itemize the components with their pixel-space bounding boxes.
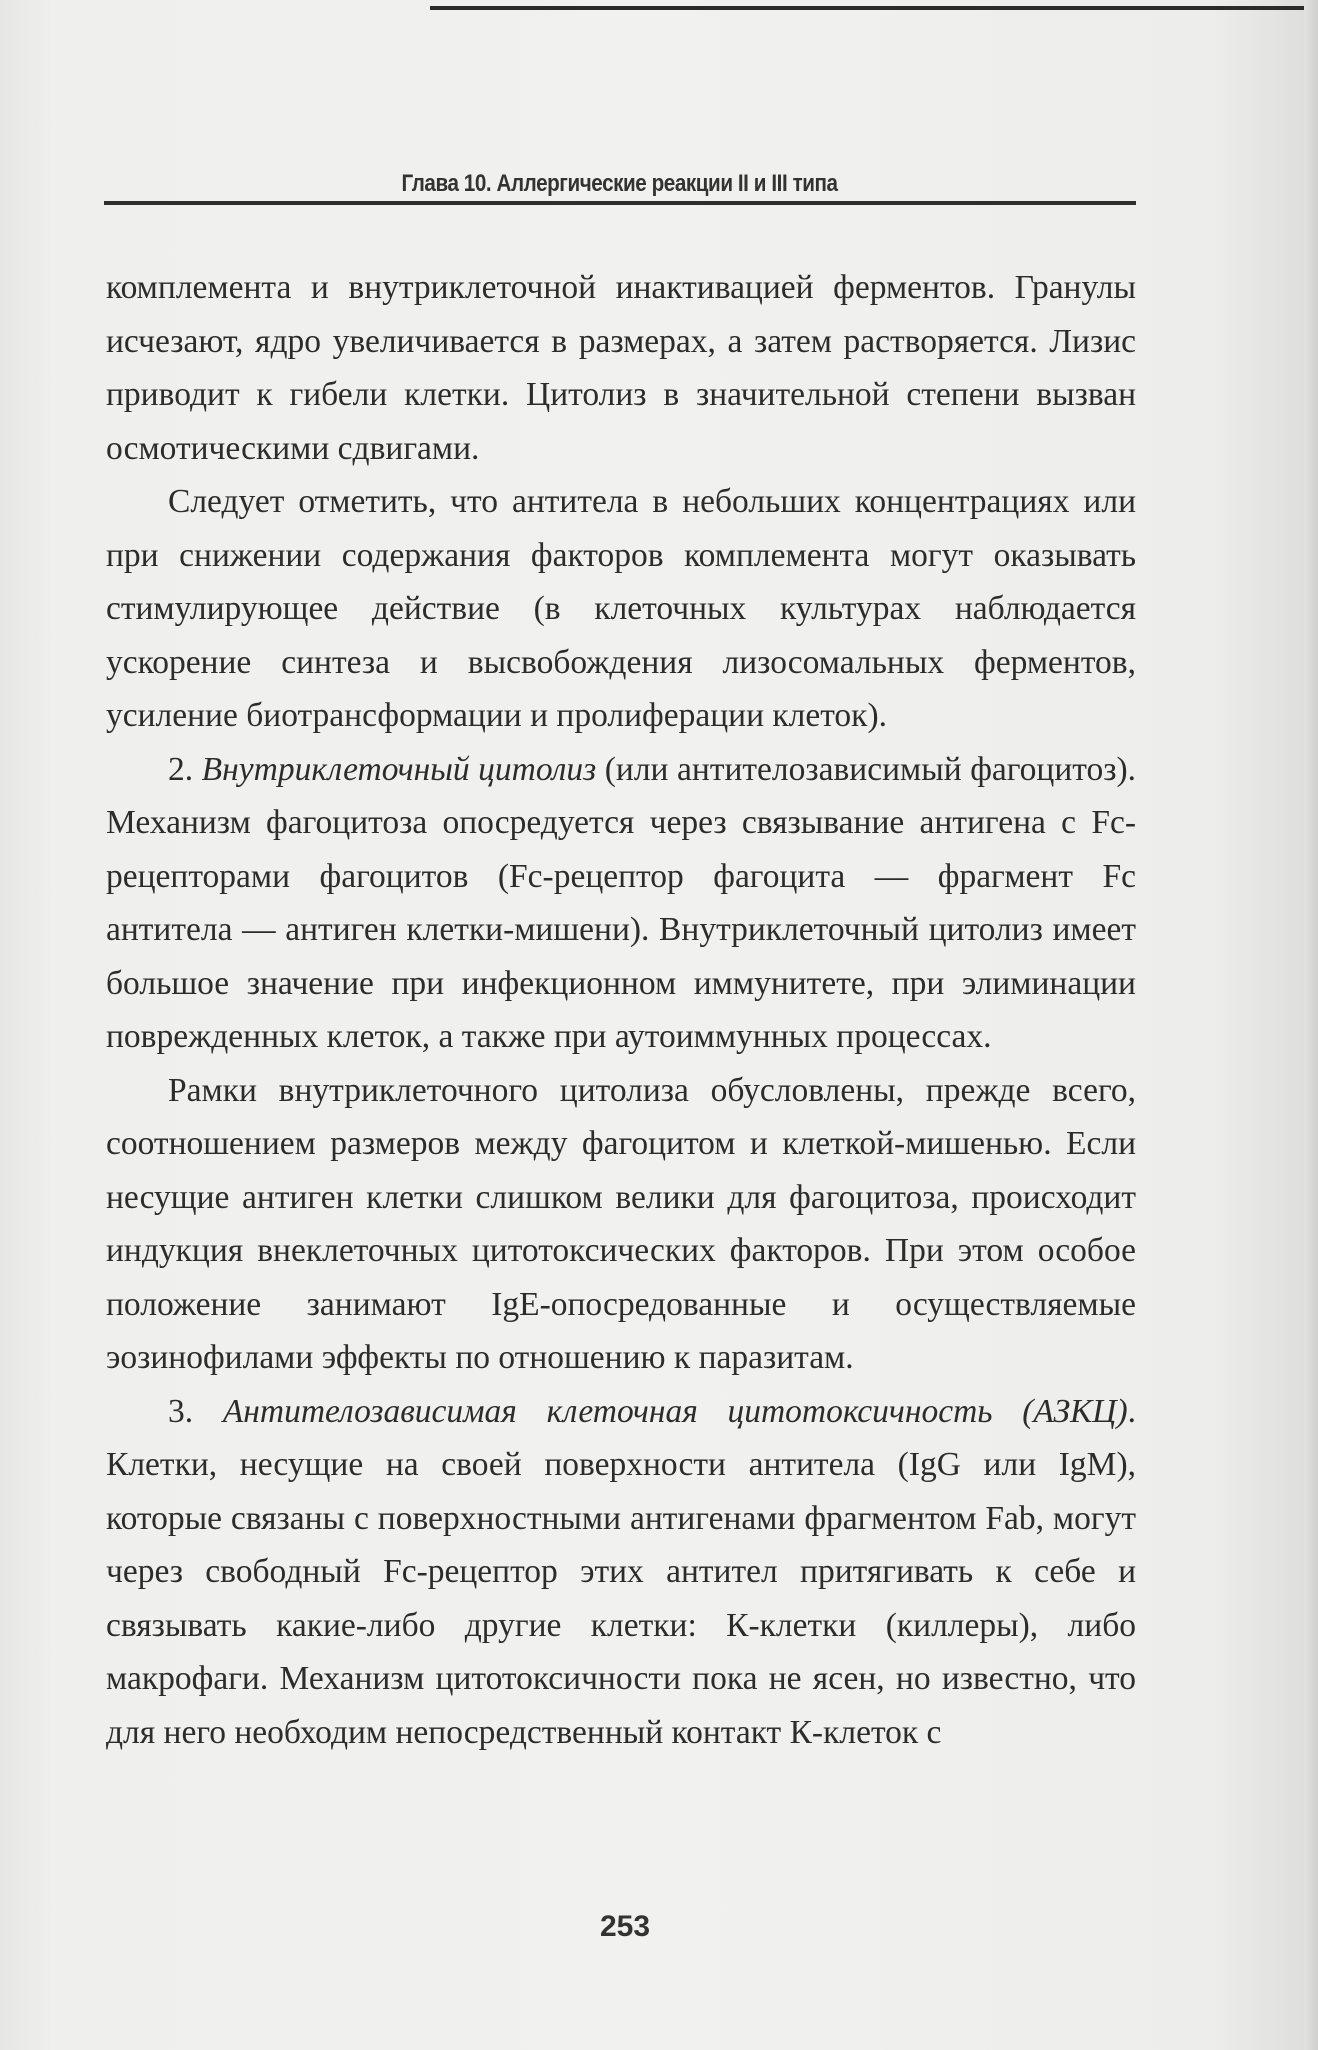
paragraph-4	[106, 1064, 1136, 1385]
paragraph-1	[106, 261, 1136, 475]
paragraph-2-text: Следует отметить, что антитела в небольших концентрациях или при снижении содержания факторов комплемента могут оказывать стимулирующее действие (в клеточных культурах наблюдается ускорение синтеза и высвобождения лизосомальных ферментов, усиление биотрансформации и пролиферации клеток).	[106, 483, 1136, 734]
page-top-edge	[430, 6, 1318, 10]
paragraph-5-text: . Клетки, несущие на своей поверхности антитела (IgG или IgM), которые связаны с поверхностными антигенами фрагментом Fab, могут через свободный Fc-рецептор этих антител притягивать к себе и связывать какие-либо другие клетки: К-клетки (киллеры), либо макрофаги. Механизм цитотоксичности пока не ясен, но известно, что для него необходим непосредственный контакт К-клеток с	[106, 1392, 1136, 1751]
paragraph-5-number: 3.	[168, 1392, 223, 1430]
paragraph-2	[106, 475, 1136, 743]
running-head-text: Глава 10. Аллергические реакции II и III типа	[401, 170, 839, 197]
paragraph-3	[106, 743, 1136, 1064]
running-head	[104, 167, 1136, 205]
body-text	[106, 261, 1136, 1759]
paragraph-1-text: комплемента и внутриклеточной инактивацией ферментов. Гранулы исчезают, ядро увеличивается в размерах, а затем растворяется. Лизис приводит к гибели клетки. Цитолиз в значительной степени вызван осмотическими сдвигами.	[106, 269, 1136, 467]
page-number: 253	[599, 1910, 651, 1943]
paragraph-3-text: (или антителозависимый фагоцитоз). Механизм фагоцитоза опосредуется через связывание антигена с Fc-рецепторами фагоцитов (Fc-рецептор фагоцита — фрагмент Fc антитела — антиген клетки-мишени). Внутриклеточный цитолиз имеет большое значение при инфекционном иммунитете, при элиминации поврежденных клеток, а также при аутоиммунных процессах.	[106, 750, 1136, 1055]
paragraph-3-number: 2.	[168, 750, 202, 788]
paragraph-5	[106, 1385, 1136, 1760]
paragraph-4-text: Рамки внутриклеточного цитолиза обусловлены, прежде всего, соотношением размеров между фагоцитом и клеткой-мишенью. Если несущие антиген клетки слишком велики для фагоцитоза, происходит индукция внеклеточных цитотоксических факторов. При этом особое положение занимают IgE-опосредованные и осуществляемые эозинофилами эффекты по отношению к паразитам.	[106, 1071, 1136, 1376]
paragraph-3-term: Внутриклеточный цитолиз	[201, 750, 597, 788]
paragraph-5-term: Антителозависимая клеточная цитотоксичность (АЗКЦ)	[222, 1392, 1128, 1430]
page-right-edge	[1304, 0, 1318, 2050]
